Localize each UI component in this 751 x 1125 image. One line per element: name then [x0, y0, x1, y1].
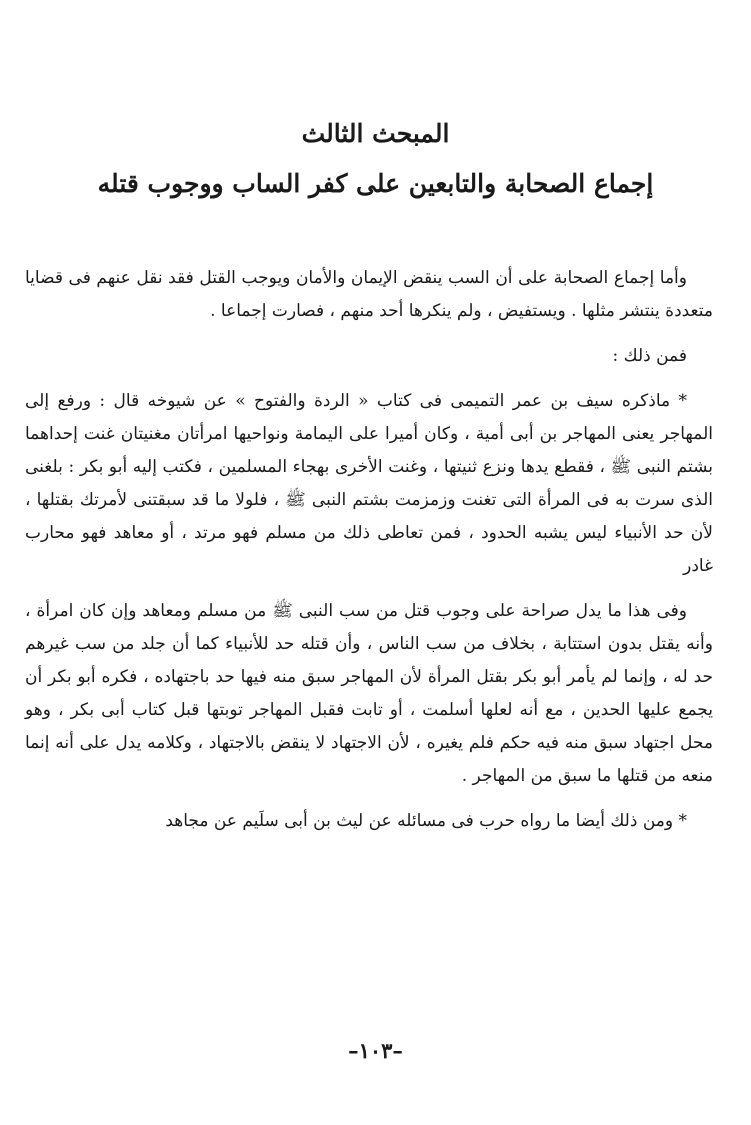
paragraph-sayf-narration: * ماذكره سيف بن عمر التميمى فى كتاب « الردة والفتوح » عن شيوخه قال : ورفع إلى المهاجر يعنى المهاجر بن أبى أمية ، وكان أميرا على اليمامة ونواحيها امرأتان مغنيتان غنت إحداهما بشتم النبى ﷺ ، فقطع يدها ونزع ثنيتها ، وغنت الأخرى بهجاء المسلمين ، فكتب إليه أبو بكر : بلغنى الذى سرت به فى المرأة التى تغنت وزمزمت بشتم النبى ﷺ ، فلولا ما قد سبقتنى لأمرتك بقتلها ، لأن حد الأنبياء ليس يشبه الحدود ، فمن تعاطى ذلك من مسلم فهو مرتد ، أو معاهد فهو محارب غادر	[25, 391, 713, 576]
section-heading: المبحث الثالث	[301, 119, 450, 148]
section-title: إجماع الصحابة والتابعين على كفر الساب ووجوب قتله	[97, 169, 654, 198]
body-text	[25, 262, 713, 850]
paragraph-examples-intro: فمن ذلك :	[612, 346, 687, 366]
paragraph-commentary: وفى هذا ما يدل صراحة على وجوب قتل من سب النبى ﷺ من مسلم ومعاهد وإن كان امرأة ، وأنه يقتل بدون استتابة ، بخلاف من سب الناس ، وأن قتله حد للأنبياء كما أن جلد من سب غيرهم حد له ، وإنما لم يأمر أبو بكر بقتل المرأة لأن المهاجر سبق منه فيها حد باجتهاده ، فكره أبو بكر أن يجمع عليها الحدين ، مع أنه لعلها أسلمت ، أو تابت فقبل المهاجر توبتها قبل كتاب أبى بكر ، وهو محل اجتهاد سبق منه فيه حكم فلم يغيره ، لأن الاجتهاد لا ينقض بالاجتهاد ، وكلامه يدل على أنه إنما منعه من قتلها ما سبق من المهاجر .	[25, 601, 713, 786]
paragraph-harb-narration: * ومن ذلك أيضا ما رواه حرب فى مسائله عن ليث بن أبى سلَيم عن مجاهد	[165, 811, 687, 831]
paragraph-consensus: وأما إجماع الصحابة على أن السب ينقض الإيمان والأمان ويوجب القتل فقد نقل عنهم فى قضايا متعددة ينتشر مثلها . ويستفيض ، ولم ينكرها أحد منهم ، فصارت إجماعا .	[25, 268, 713, 321]
page-number: –١٠٣–	[348, 1038, 403, 1063]
